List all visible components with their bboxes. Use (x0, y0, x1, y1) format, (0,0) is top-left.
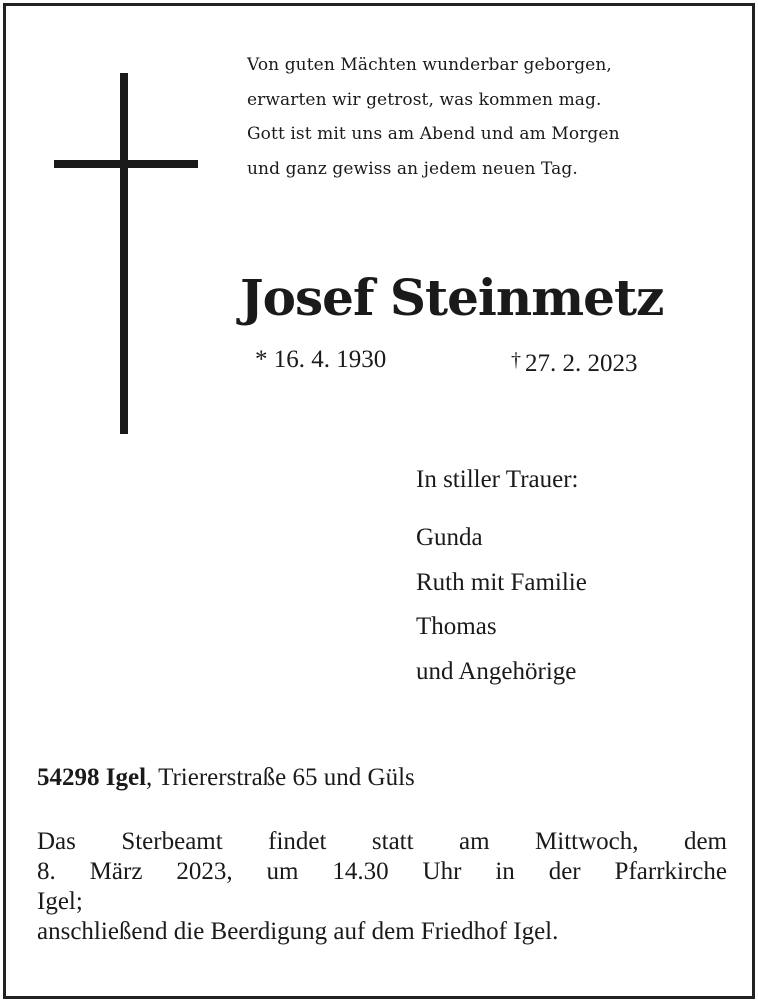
verse (247, 48, 620, 186)
birth-symbol: * (255, 346, 268, 373)
verse-line: und ganz gewiss an jedem neuen Tag. (247, 158, 578, 179)
mourner: und Angehörige (416, 657, 577, 685)
mourning-heading: In stiller Trauer: (416, 466, 579, 493)
service-line: Igel; (37, 888, 83, 915)
address-place: 54298 Igel (37, 764, 147, 791)
birth-date (255, 343, 386, 377)
address-rest: , Triererstraße 65 und Güls (146, 764, 415, 791)
deceased-name: Josef Steinmetz (240, 268, 664, 327)
address (37, 760, 415, 796)
mourners-list (416, 516, 587, 694)
service-info (37, 827, 727, 947)
service-line: Das Sterbeamt findet statt am Mittwoch, dem (37, 828, 727, 855)
mourner: Thomas (416, 613, 497, 640)
cross-vertical-bar (120, 73, 128, 434)
death-date (511, 343, 638, 381)
verse-line: Von guten Mächten wunderbar geborgen, (247, 55, 612, 75)
death-date-value: 27. 2. 2023 (525, 350, 638, 377)
verse-line: erwarten wir getrost, was kommen mag. (247, 89, 602, 110)
birth-date-value: 16. 4. 1930 (273, 346, 387, 373)
cross-horizontal-bar (54, 160, 198, 168)
service-line: 8. März 2023, um 14.30 Uhr in der Pfarrkirche (37, 858, 727, 885)
verse-line: Gott ist mit uns am Abend und am Morgen (247, 124, 620, 144)
service-line: anschließend die Beerdigung auf dem Friedhof Igel. (37, 918, 559, 945)
mourner: Gunda (416, 524, 483, 551)
dagger-icon: † (511, 349, 521, 371)
mourner: Ruth mit Familie (416, 568, 587, 596)
